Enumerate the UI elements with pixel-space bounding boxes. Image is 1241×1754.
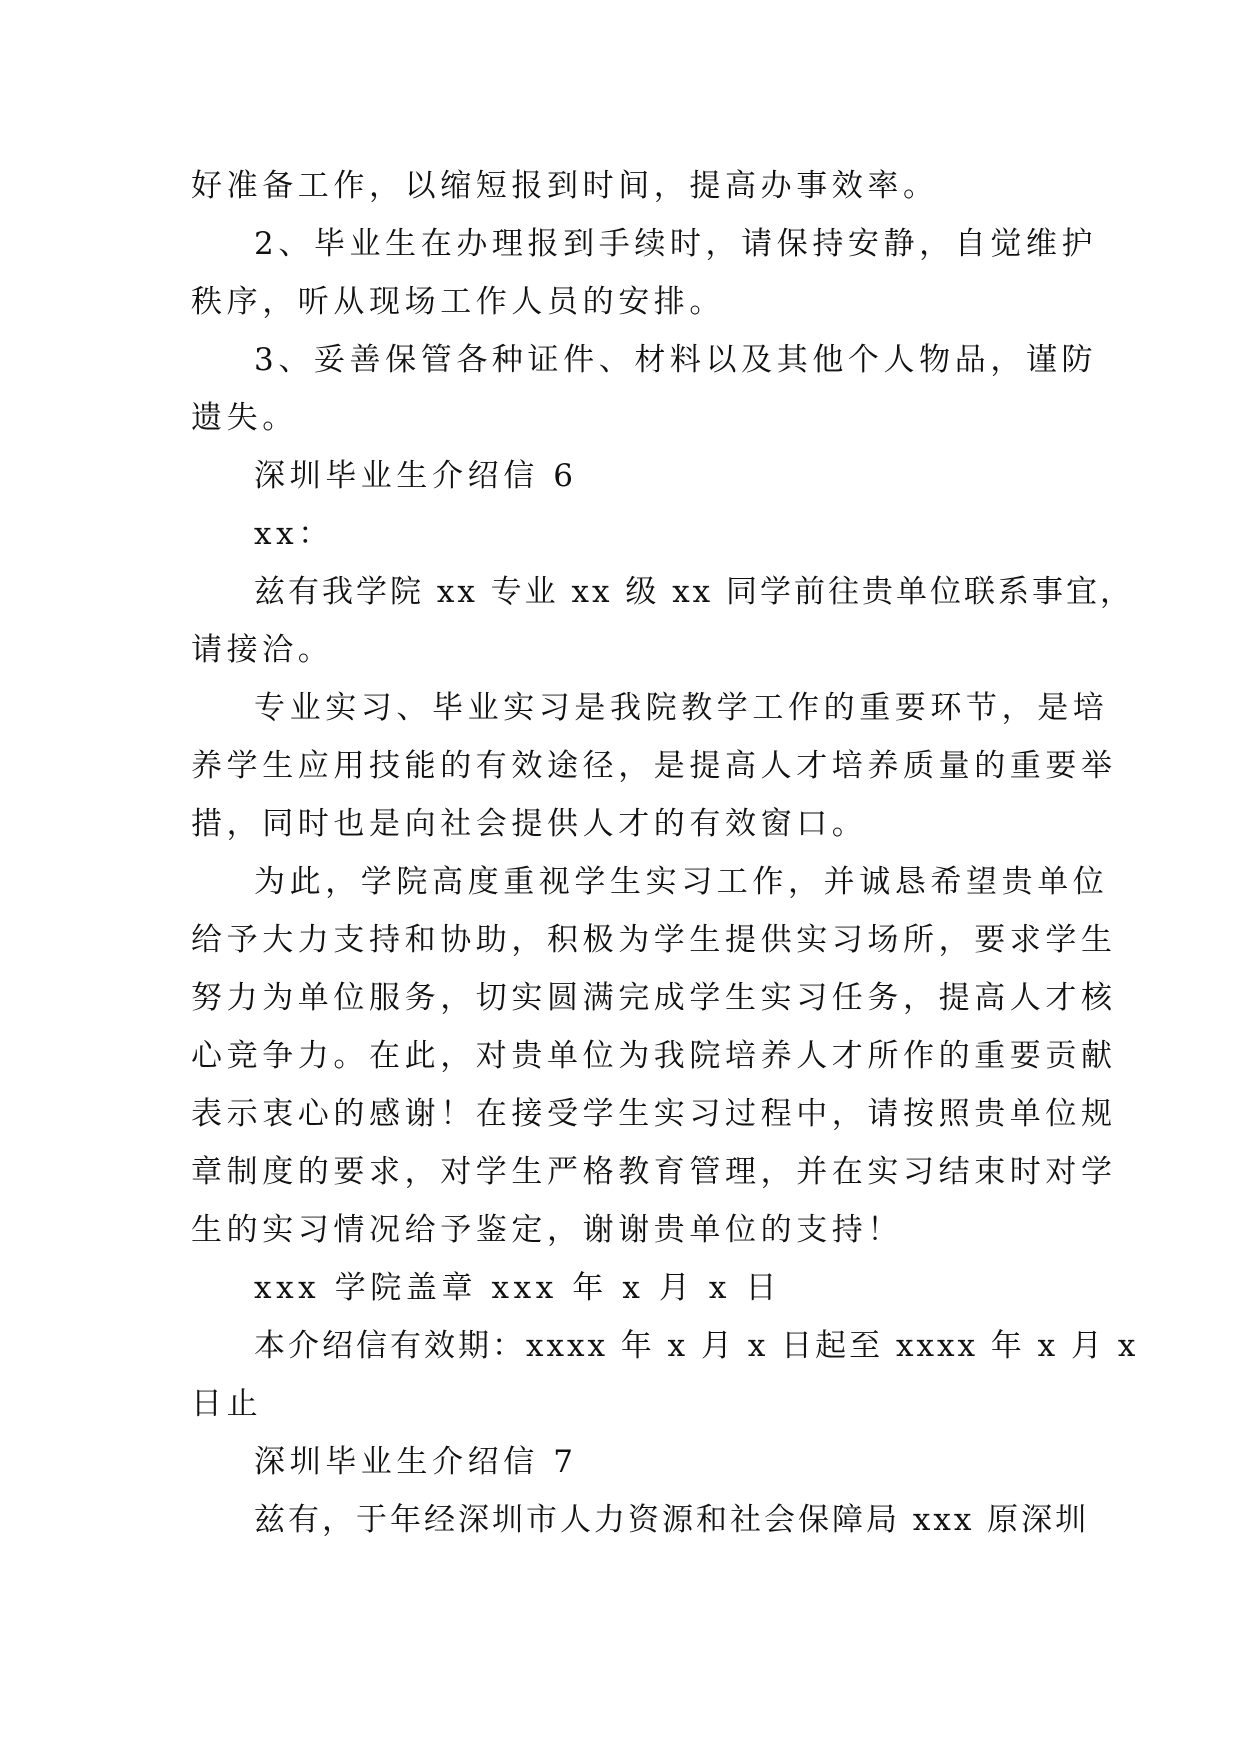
paragraph-line: 为此，学院高度重视学生实习工作，并诚恳希望贵单位 [254, 864, 1109, 900]
paragraph-line: 生的实习情况给予鉴定，谢谢贵单位的支持！ [191, 1212, 903, 1248]
paragraph-line: 措，同时也是向社会提供人才的有效窗口。 [191, 806, 868, 842]
paragraph-line: 秩序，听从现场工作人员的安排。 [191, 284, 725, 320]
paragraph-line: 好准备工作，以缩短报到时间，提高办事效率。 [191, 168, 939, 204]
paragraph-line: 兹有我学院 xx 专业 xx 级 xx 同学前往贵单位联系事宜， [254, 574, 1135, 610]
paragraph-line: 日止 [191, 1386, 263, 1422]
paragraph-line: 兹有，于年经深圳市人力资源和社会保障局 xxx 原深圳 [254, 1502, 1090, 1538]
list-item-2: 2、毕业生在办理报到手续时，请保持安静，自觉维护 [254, 226, 1098, 262]
letter-signature: xxx 学院盖章 xxx 年 x 月 x 日 [254, 1270, 782, 1306]
paragraph-line: 努力为单位服务，切实圆满完成学生实习任务，提高人才核 [191, 980, 1117, 1016]
list-item-3: 3、妥善保管各种证件、材料以及其他个人物品，谨防 [254, 342, 1098, 378]
section-heading-6: 深圳毕业生介绍信 6 [254, 458, 578, 494]
paragraph-line: 章制度的要求，对学生严格教育管理，并在实习结束时对学 [191, 1154, 1117, 1190]
paragraph-line: 请接洽。 [191, 632, 334, 668]
validity-period: 本介绍信有效期：xxxx 年 x 月 x 日起至 xxxx 年 x 月 x [254, 1328, 1139, 1364]
paragraph-line: 表示衷心的感谢！在接受学生实习过程中，请按照贵单位规 [191, 1096, 1117, 1132]
paragraph-line: 专业实习、毕业实习是我院教学工作的重要环节，是培 [254, 690, 1109, 726]
paragraph-line: 遗失。 [191, 400, 298, 436]
paragraph-line: 心竞争力。在此，对贵单位为我院培养人才所作的重要贡献 [191, 1038, 1117, 1074]
section-heading-7: 深圳毕业生介绍信 7 [254, 1444, 578, 1480]
paragraph-line: 养学生应用技能的有效途径，是提高人才培养质量的重要举 [191, 748, 1117, 784]
paragraph-line: 给予大力支持和协助，积极为学生提供实习场所，要求学生 [191, 922, 1117, 958]
letter-salutation: xx： [254, 516, 334, 552]
